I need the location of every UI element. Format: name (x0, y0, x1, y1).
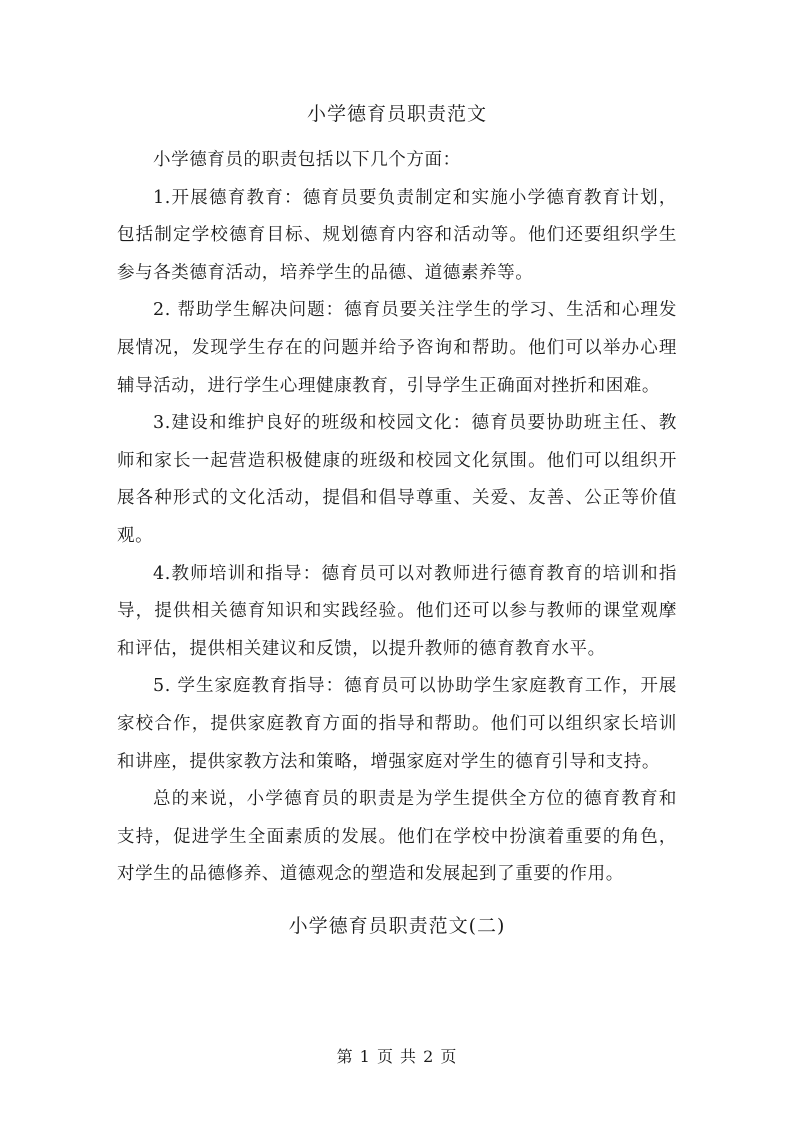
page-indicator: 第 1 页 共 2 页 (336, 1047, 458, 1066)
paragraph-item-4: 4.教师培训和指导：德育员可以对教师进行德育教育的培训和指导，提供相关德育知识和实践经验。他们还可以参与教师的课堂观摩和评估，提供相关建议和反馈，以提升教师的德育教育水平。 (117, 563, 677, 659)
document-body (117, 142, 677, 894)
paragraph-item-1: 1.开展德育教育：德育员要负责制定和实施小学德育教育计划，包括制定学校德育目标、规划德育内容和活动等。他们还要组织学生参与各类德育活动，培养学生的品德、道德素养等。 (117, 187, 677, 283)
paragraph-summary: 总的来说，小学德育员的职责是为学生提供全方位的德育教育和支持，促进学生全面素质的发展。他们在学校中扮演着重要的角色，对学生的品德修养、道德观念的塑造和发展起到了重要的作用。 (117, 789, 677, 885)
second-section-title: 小学德育员职责范文(二) (288, 915, 506, 937)
paragraph-item-5: 5. 学生家庭教育指导：德育员可以协助学生家庭教育工作，开展家校合作，提供家庭教育方面的指导和帮助。他们可以组织家长培训和讲座，提供家教方法和策略，增强家庭对学生的德育引导和支持。 (117, 676, 677, 772)
paragraph-intro: 小学德育员的职责包括以下几个方面： (153, 150, 461, 170)
paragraph-item-2: 2. 帮助学生解决问题：德育员要关注学生的学习、生活和心理发展情况，发现学生存在的问题并给予咨询和帮助。他们可以举办心理辅导活动，进行学生心理健康教育，引导学生正确面对挫折和困难。 (117, 300, 677, 396)
paragraph-item-3: 3.建设和维护良好的班级和校园文化：德育员要协助班主任、教师和家长一起营造积极健康的班级和校园文化氛围。他们可以组织开展各种形式的文化活动，提倡和倡导尊重、关爱、友善、公正等价值观。 (117, 413, 677, 546)
document-title: 小学德育员职责范文 (306, 103, 487, 125)
